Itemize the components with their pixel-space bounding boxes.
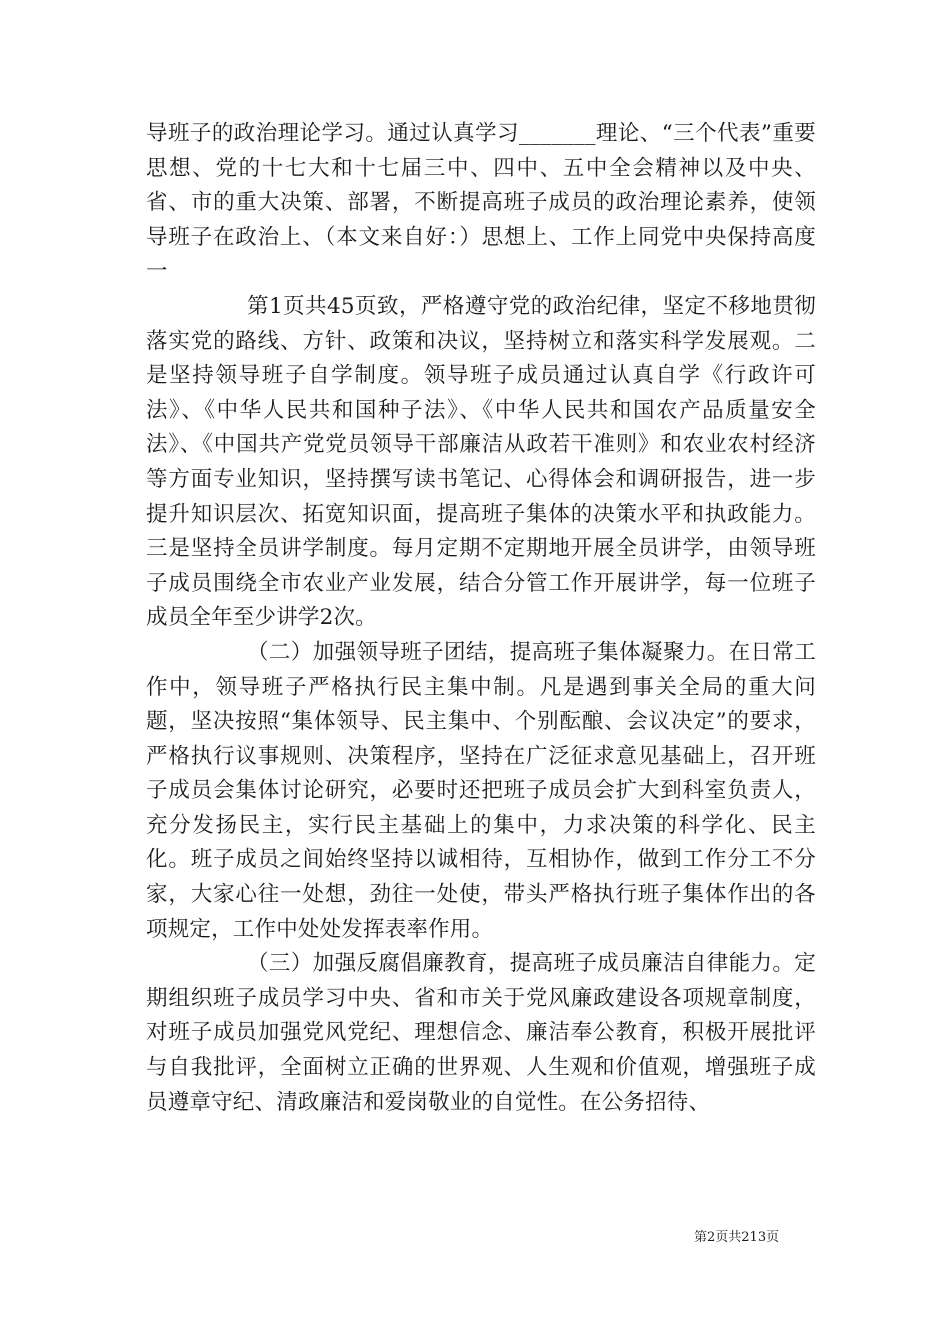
paragraph-2: 第1页共45页致，严格遵守党的政治纪律，坚定不移地贯彻落实党的路线、方针、政策和决议，坚持树立和落实科学发展观。二是坚持领导班子自学制度。领导班子成员通过认真自学《行政许可法》、《中华人民共和国种子法》、《中华人民共和国农产品质量安全法》、《中国共产党党员领导干部廉洁从政若干准则》和农业农村经济等方面专业知识，坚持撰写读书笔记、心得体会和调研报告，进一步提升知识层次、拓宽知识面，提高班子集体的决策水平和执政能力。三是坚持全员讲学制度。每月定期不定期地开展全员讲学，由领导班子成员围绕全市农业产业发展，结合分管工作开展讲学，每一位班子成员全年至少讲学2次。 [146,293,816,631]
paragraph-3: （二）加强领导班子团结，提高班子集体凝聚力。在日常工作中，领导班子严格执行民主集中制。凡是遇到事关全局的重大问题，坚决按照“集体领导、民主集中、个别酝酿、会议决定”的要求，严格执行议事规则、决策程序，坚持在广泛征求意见基础上，召开班子成员会集体讨论研究，必要时还把班子成员会扩大到科室负责人，充分发扬民主，实行民主基础上的集中，力求决策的科学化、民主化。班子成员之间始终坚持以诚相待，互相协作，做到工作分工不分家，大家心往一处想，劲往一处使，带头严格执行班子集体作出的各项规定，工作中处处发挥表率作用。 [146,639,816,942]
paragraph-1: 导班子的政治理论学习。通过认真学习_______理论、“三个代表”重要思想、党的十七大和十七届三中、四中、五中全会精神以及中央、省、市的重大决策、部署，不断提高班子成员的政治理论素养，使领导班子在政治上、（本文来自好：）思想上、工作上同党中央保持高度一 [146,121,816,285]
document-body [146,117,816,1120]
page-footer: 第2页共213页 [694,1230,780,1245]
paragraph-4: （三）加强反腐倡廉教育，提高班子成员廉洁自律能力。定期组织班子成员学习中央、省和市关于党风廉政建设各项规章制度，对班子成员加强党风党纪、理想信念、廉洁奉公教育，积极开展批评与自我批评，全面树立正确的世界观、人生观和价值观，增强班子成员遵章守纪、清政廉洁和爱岗敬业的自觉性。在公务招待、 [146,951,816,1115]
